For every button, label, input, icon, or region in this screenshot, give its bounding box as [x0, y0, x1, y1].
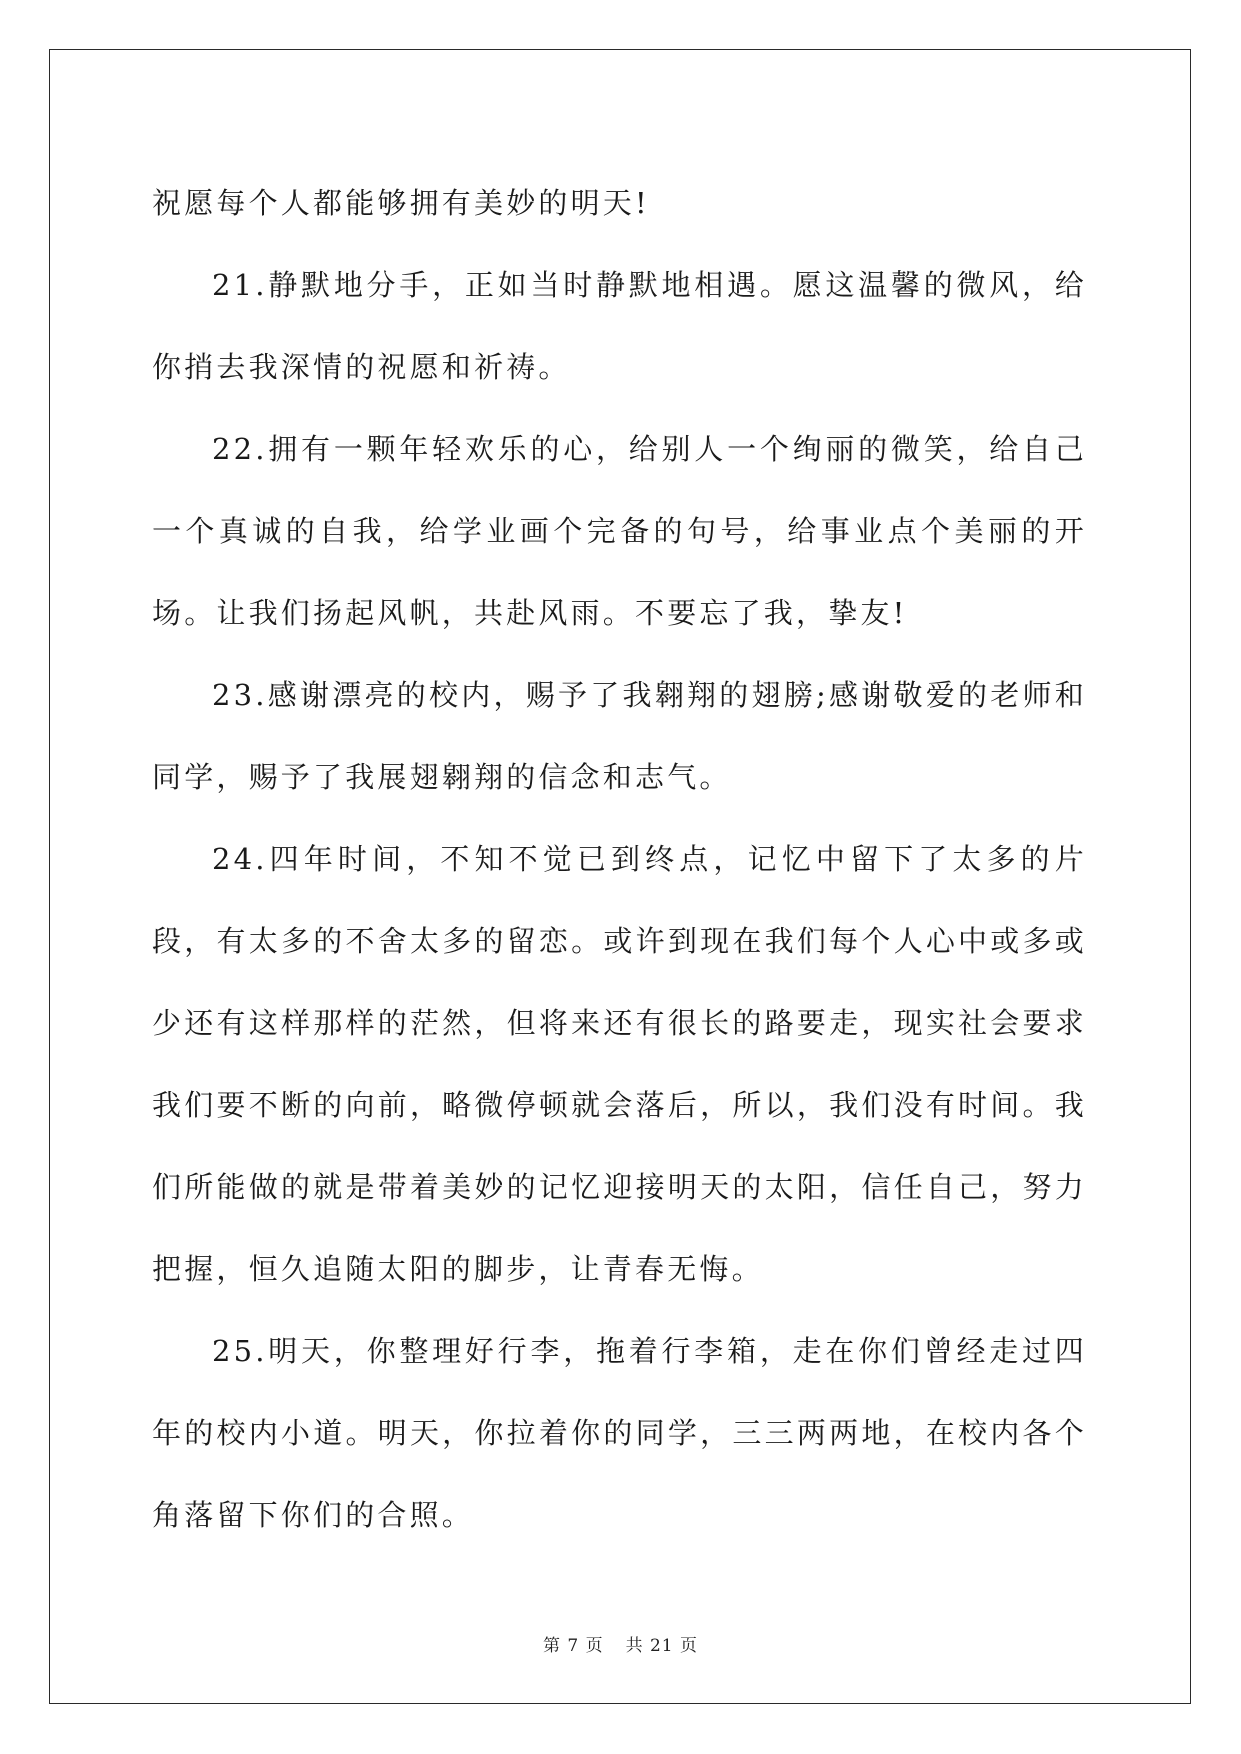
paragraph-item-24: 24.四年时间，不知不觉已到终点，记忆中留下了太多的片段，有太多的不舍太多的留恋。或许到现在我们每个人心中或多或少还有这样那样的茫然，但将来还有很长的路要走，现实社会要求我们要不断的向前，略微停顿就会落后，所以，我们没有时间。我们所能做的就是带着美妙的记忆迎接明天的太阳，信任自己，努力把握，恒久追随太阳的脚步，让青春无悔。: [152, 842, 1087, 1286]
page-number: 第 7 页: [542, 1636, 604, 1656]
paragraph-closing-line: 祝愿每个人都能够拥有美妙的明天!: [152, 186, 650, 220]
paragraph-item-21: 21.静默地分手，正如当时静默地相遇。愿这温馨的微风，给你捎去我深情的祝愿和祈祷。: [152, 268, 1087, 384]
paragraph-item-22: 22.拥有一颗年轻欢乐的心，给别人一个绚丽的微笑，给自己一个真诚的自我，给学业画个完备的句号，给事业点个美丽的开场。让我们扬起风帆，共赴风雨。不要忘了我，挚友!: [152, 432, 1087, 630]
paragraph-item-23: 23.感谢漂亮的校内，赐予了我翱翔的翅膀;感谢敬爱的老师和同学，赐予了我展翅翱翔的信念和志气。: [152, 678, 1087, 794]
paragraph-item-25: 25.明天，你整理好行李，拖着行李箱，走在你们曾经走过四年的校内小道。明天，你拉着你的同学，三三两两地，在校内各个角落留下你们的合照。: [152, 1334, 1087, 1532]
document-body: [152, 162, 1087, 1556]
page-footer: [0, 1631, 1241, 1656]
page-total: 共 21 页: [625, 1636, 699, 1656]
